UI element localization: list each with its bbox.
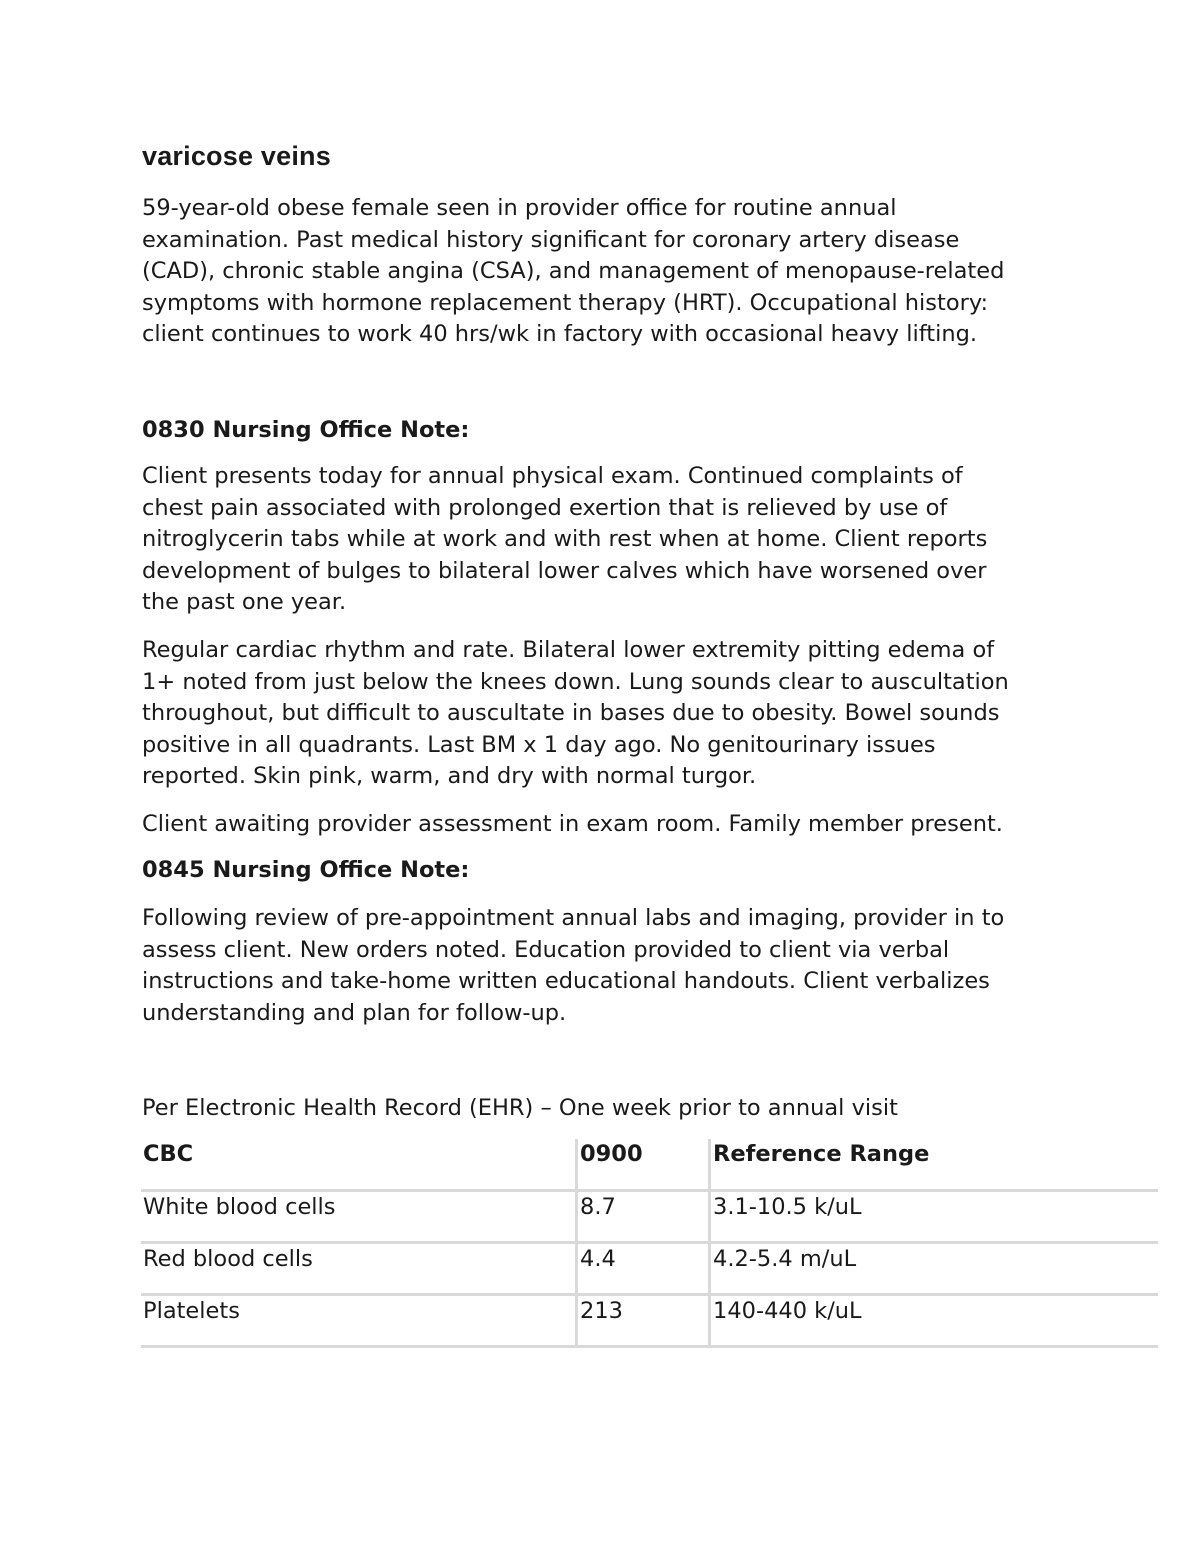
table-header-row — [141, 1139, 1158, 1191]
note-0830-paragraph-1: Client presents today for annual physical exam. Continued complaints of chest pain associated with prolonged exertion that is relieved by use of nitroglycerin tabs while at work and with rest when at home. Client reports development of bulges to bilateral lower calves which have worsened over the past one year. — [142, 463, 988, 616]
cbc-lab-table — [141, 1139, 1158, 1348]
table-row — [141, 1243, 1158, 1295]
lab-result-value: 4.4 — [577, 1243, 710, 1295]
column-header-reference-range: Reference Range — [710, 1139, 1159, 1191]
patient-intro: 59-year-old obese female seen in provider office for routine annual examination. Past medical history significant for coronary artery disease (CAD), chronic stable angina (CSA), and management of menopause-related symptoms with hormone replacement therapy (HRT). Occupational history: client continues to work 40 hrs/wk in factory with occasional heavy lifting. — [142, 195, 1005, 348]
note-0845-heading: 0845 Nursing Office Note: — [142, 857, 470, 883]
lab-test-name: Red blood cells — [141, 1243, 577, 1295]
lab-result-value: 8.7 — [577, 1191, 710, 1243]
lab-result-value: 213 — [577, 1295, 710, 1347]
document-title: varicose veins — [142, 141, 331, 171]
table-row — [141, 1295, 1158, 1347]
column-header-cbc: CBC — [141, 1139, 577, 1191]
note-0830-heading: 0830 Nursing Office Note: — [142, 417, 470, 443]
note-0830-paragraph-3: Client awaiting provider assessment in exam room. Family member present. — [142, 811, 1003, 837]
lab-reference-range: 3.1-10.5 k/uL — [710, 1191, 1159, 1243]
ehr-caption: Per Electronic Health Record (EHR) – One week prior to annual visit — [142, 1095, 898, 1121]
lab-reference-range: 140-440 k/uL — [710, 1295, 1159, 1347]
column-header-time: 0900 — [577, 1139, 710, 1191]
note-0830-paragraph-2: Regular cardiac rhythm and rate. Bilateral lower extremity pitting edema of 1+ noted from just below the knees down. Lung sounds clear to auscultation throughout, but difficult to auscultate in bases due to obesity. Bowel sounds positive in all quadrants. Last BM x 1 day ago. No genitourinary issues reported. Skin pink, warm, and dry with normal turgor. — [142, 637, 1009, 790]
lab-test-name: Platelets — [141, 1295, 577, 1347]
lab-reference-range: 4.2-5.4 m/uL — [710, 1243, 1159, 1295]
table-row — [141, 1191, 1158, 1243]
lab-test-name: White blood cells — [141, 1191, 577, 1243]
note-0845-paragraph-1: Following review of pre-appointment annual labs and imaging, provider in to assess client. New orders noted. Education provided to client via verbal instructions and take-home written educational handouts. Client verbalizes understanding and plan for follow-up. — [142, 905, 1005, 1026]
